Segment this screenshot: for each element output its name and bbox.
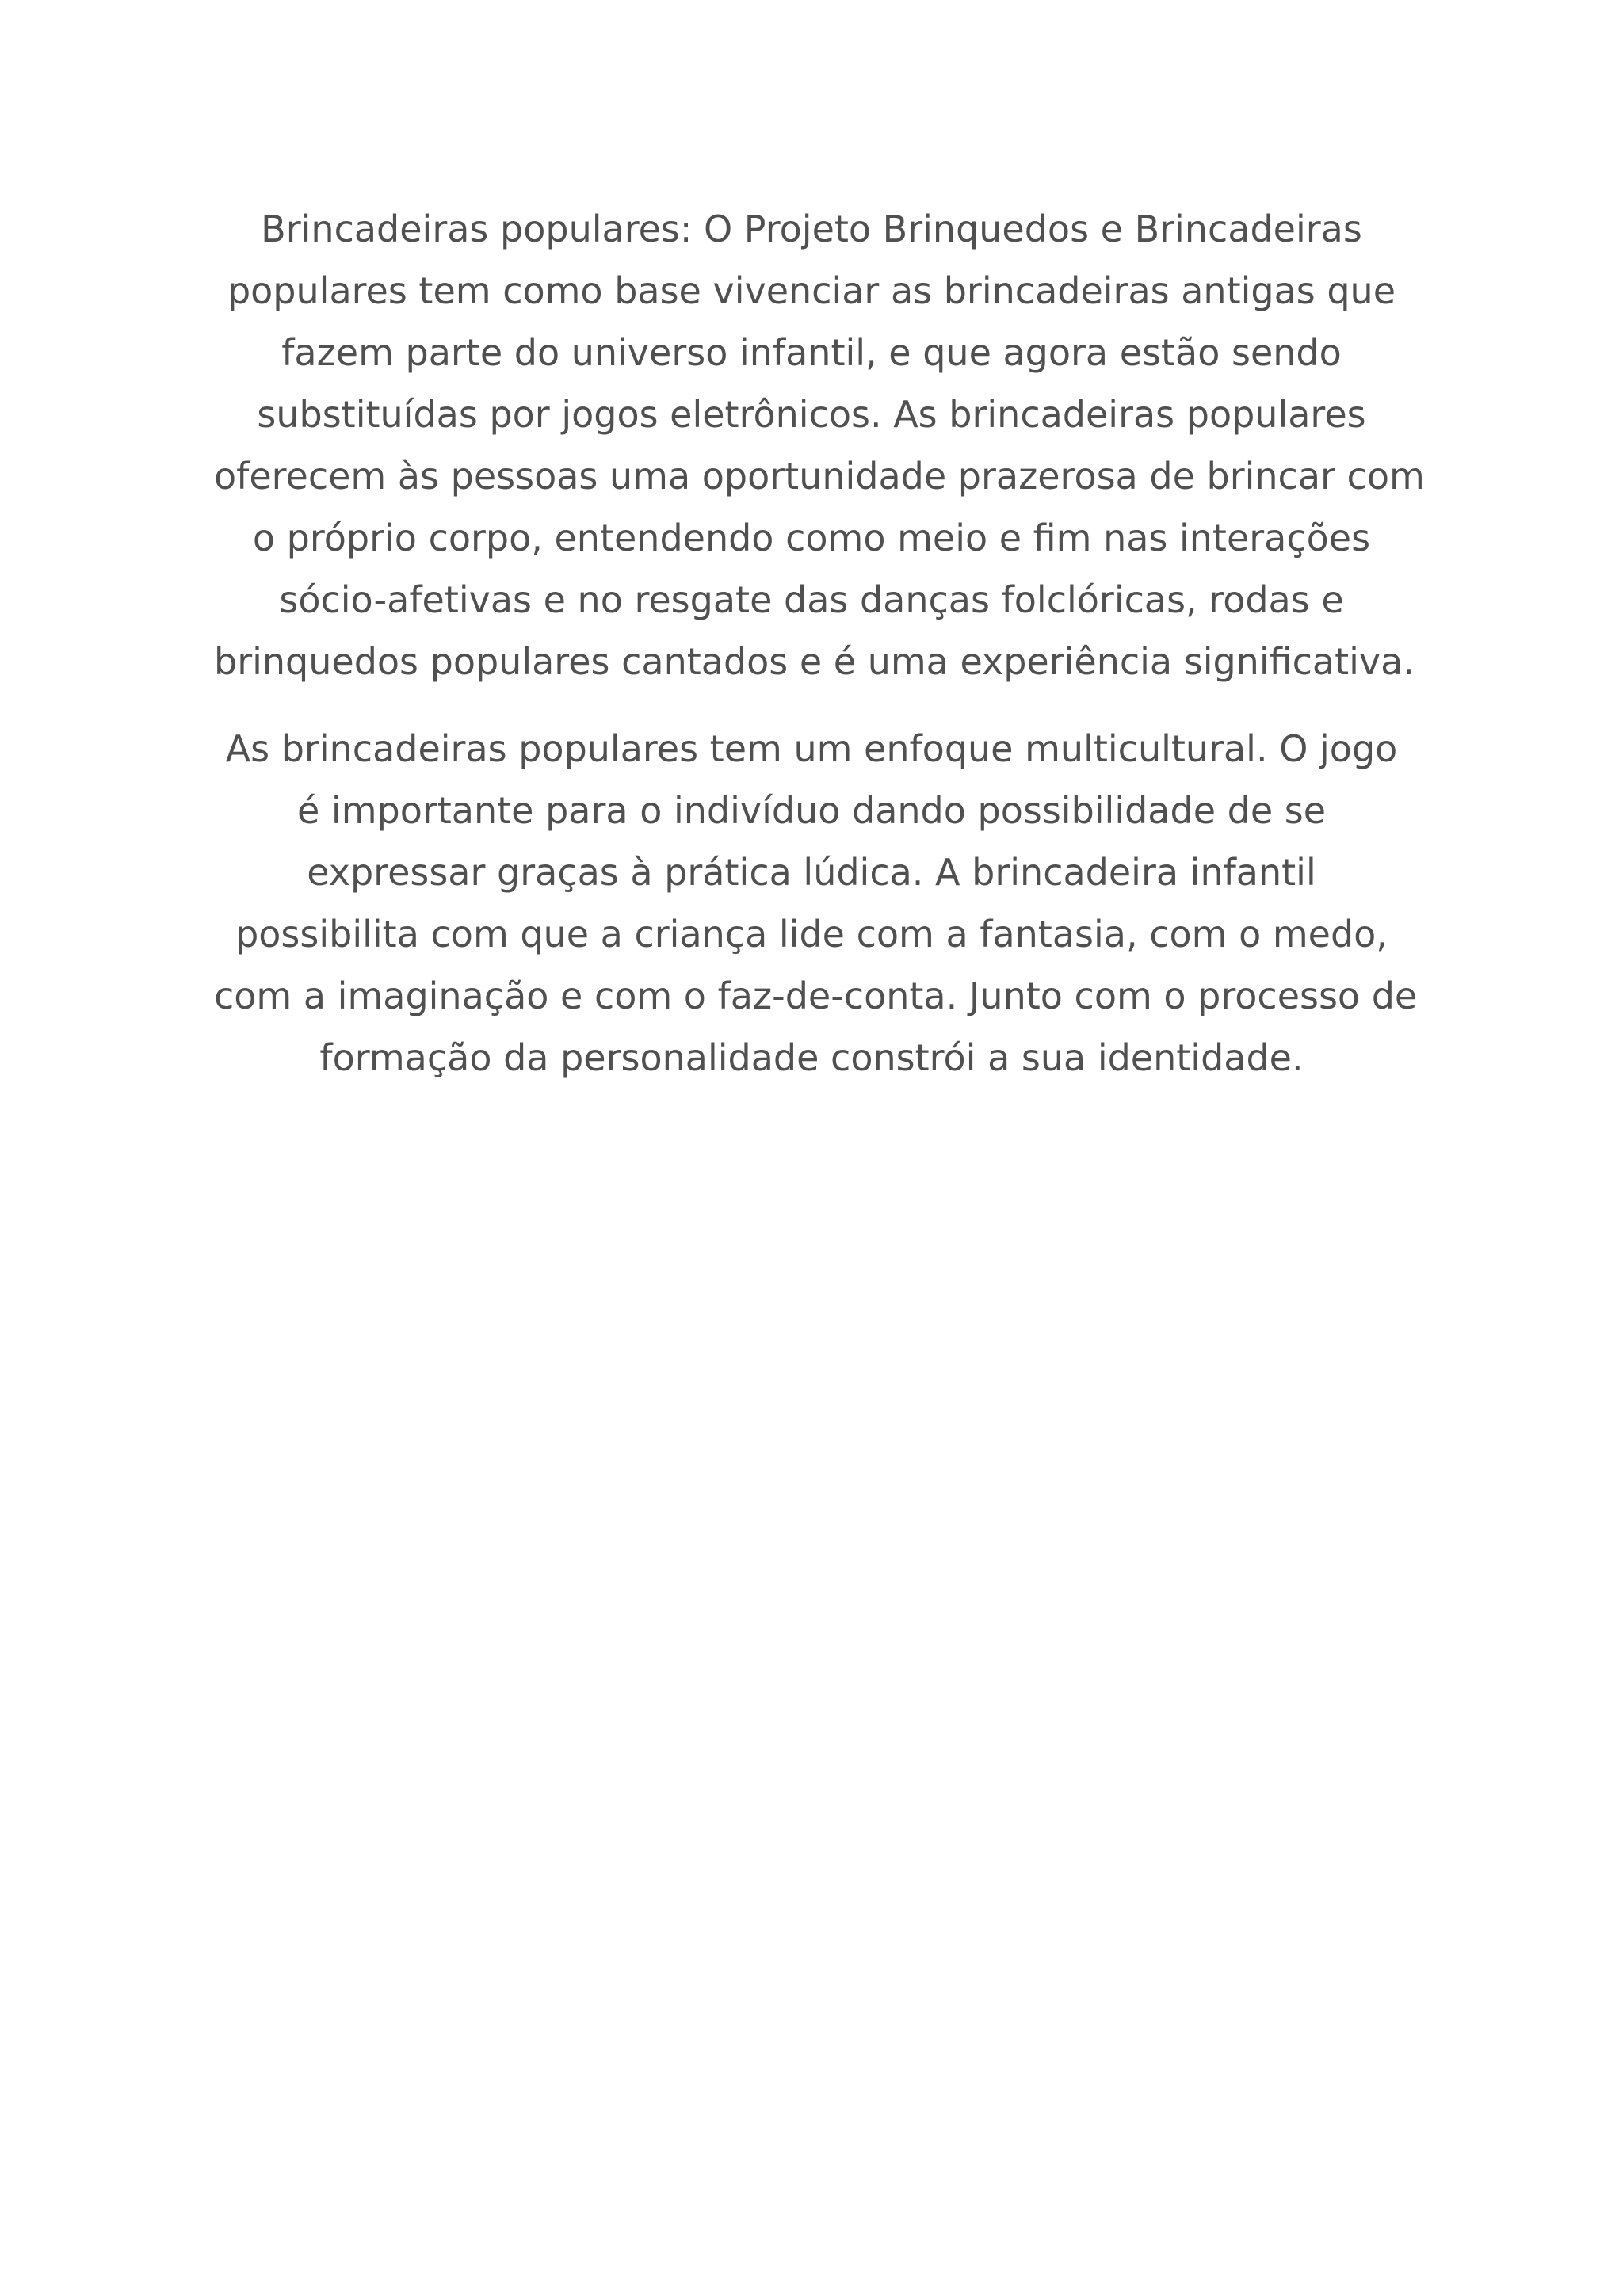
paragraph-line: populares tem como base vivenciar as brincadeiras antigas que xyxy=(227,269,1396,312)
paragraph-line: fazem parte do universo infantil, e que agora estão sendo xyxy=(281,331,1342,374)
paragraph-line: sócio-afetivas e no resgate das danças folclóricas, rodas e xyxy=(279,578,1344,621)
paragraph-line: oferecem às pessoas uma oportunidade prazerosa de brincar com xyxy=(214,455,1425,498)
document-body xyxy=(214,198,1425,1089)
paragraph-line: expressar graças à prática lúdica. A brincadeira infantil xyxy=(307,851,1316,894)
paragraph-spacing xyxy=(214,692,1409,718)
paragraph-2 xyxy=(214,718,1418,1089)
paragraph-line: As brincadeiras populares tem um enfoque multicultural. O jogo xyxy=(225,727,1398,770)
paragraph-line: possibilita com que a criança lide com a fantasia, com o medo, xyxy=(235,913,1388,955)
paragraph-line: com a imaginação e com o faz-de-conta. Junto com o processo de xyxy=(214,974,1418,1017)
paragraph-line: substituídas por jogos eletrônicos. As brincadeiras populares xyxy=(257,393,1366,436)
paragraph-line: brinquedos populares cantados e é uma experiência significativa. xyxy=(214,640,1415,683)
paragraph-line: é importante para o indivíduo dando possibilidade de se xyxy=(296,789,1327,832)
paragraph-line: formação da personalidade constrói a sua identidade. xyxy=(319,1036,1304,1079)
paragraph-line: o próprio corpo, entendendo como meio e fim nas interações xyxy=(252,517,1371,559)
paragraph-1 xyxy=(214,198,1425,692)
paragraph-line: Brincadeiras populares: O Projeto Brinquedos e Brincadeiras xyxy=(261,208,1362,250)
